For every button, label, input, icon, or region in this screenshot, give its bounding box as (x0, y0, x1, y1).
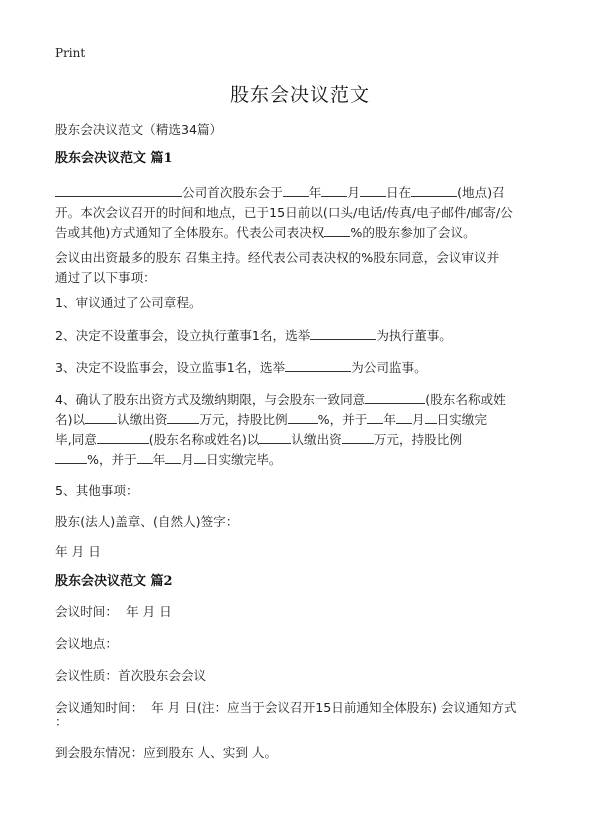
text-run: 为执行董事。 (376, 328, 452, 343)
section-1-paragraph-1-line-1 (55, 182, 555, 203)
text-run: 年 (383, 412, 396, 427)
text-run: %，并于 (87, 452, 137, 467)
blank-field (411, 184, 457, 197)
blank-field (321, 184, 347, 197)
signature-line: 股东(法人)盖章、(自然人)签字： (55, 514, 239, 529)
text-run: (股东名称或姓 (425, 392, 506, 407)
section-1-item-4-line-2 (55, 409, 555, 430)
meeting-nature: 会议性质：首次股东会会议 (55, 668, 207, 683)
blank-field (85, 411, 117, 424)
text-run: 万元，持股比例 (199, 412, 288, 427)
notice-time-line-2: ： (55, 714, 68, 729)
blank-field (194, 451, 206, 464)
section-2-heading: 股东会决议范文 篇2 (55, 574, 173, 589)
blank-field (342, 431, 374, 444)
blank-field (285, 359, 351, 372)
section-1-paragraph-1-line-2: 开。本次会议召开的时间和地点，已于15日前以(口头/电话/传真/电子邮件/邮寄/公 (55, 205, 513, 220)
text-run: 公司首次股东会于 (182, 185, 283, 200)
text-run: 2、决定不设董事会，设立执行董事1名，选举 (55, 328, 311, 343)
meeting-time: 会议时间： 年 月 日 (55, 604, 172, 619)
blank-field (365, 391, 425, 404)
section-1-item-4-line-4 (55, 449, 555, 470)
section-1-item-2 (55, 325, 555, 346)
text-run: 月 (411, 412, 425, 427)
blank-field (55, 451, 87, 464)
text-run: 日在 (385, 185, 412, 200)
text-run: 认缴出资 (291, 432, 342, 447)
text-run: 为公司监事。 (351, 360, 427, 375)
text-run: 年 (152, 452, 166, 467)
blank-field (137, 451, 153, 464)
text-run: 月 (347, 185, 360, 200)
text-run: 认缴出资 (117, 412, 168, 427)
text-run: (股东名称或姓名)以 (148, 432, 260, 447)
notice-time-line-1: 会议通知时间： 年 月 日(注：应当于会议召开15日前通知全体股东) 会议通知方式 (55, 700, 517, 715)
section-1-paragraph-2-line-2: 通过了以下事项： (55, 270, 156, 285)
text-run: 毕,同意 (55, 432, 97, 447)
text-run: 月 (181, 452, 194, 467)
blank-field (367, 411, 383, 424)
blank-field (425, 411, 437, 424)
text-run: 万元，持股比例 (373, 432, 462, 447)
meeting-place: 会议地点： (55, 636, 118, 651)
section-1-item-5: 5、其他事项： (55, 483, 139, 498)
text-run: 告或其他)方式通知了全体股东。代表公司表决权 (55, 225, 325, 240)
blank-field (259, 431, 291, 444)
print-label[interactable]: Print (55, 46, 86, 60)
document-subtitle: 股东会决议范文（精选34篇） (55, 122, 223, 137)
blank-field (288, 411, 318, 424)
blank-field (167, 411, 199, 424)
blank-field (165, 451, 181, 464)
section-1-paragraph-1-line-3 (55, 222, 555, 243)
text-run: %，并于 (317, 412, 368, 427)
blank-field (360, 184, 386, 197)
section-1-item-3 (55, 357, 555, 378)
text-run: 4、确认了股东出资方式及缴纳期限，与会股东一致同意 (55, 392, 366, 407)
section-1-item-1: 1、审议通过了公司章程。 (55, 295, 202, 310)
blank-field (97, 431, 149, 444)
blank-field (396, 411, 412, 424)
blank-field (310, 327, 376, 340)
blank-field (283, 184, 309, 197)
text-run: 名)以 (55, 412, 86, 427)
section-1-paragraph-2-line-1: 会议由出资最多的股东 召集主持。经代表公司表决权的%股东同意，会议审议并 (55, 250, 500, 265)
text-run: 3、决定不设监事会，设立监事1名，选举 (55, 360, 286, 375)
date-line: 年 月 日 (55, 544, 101, 559)
text-run: 日实缴完 (436, 412, 487, 427)
document-title: 股东会决议范文 (229, 84, 370, 106)
text-run: %的股东参加了会议。 (350, 225, 476, 240)
section-1-heading: 股东会决议范文 篇1 (55, 151, 173, 166)
section-1-item-4-line-3 (55, 429, 555, 450)
text-run: 年 (308, 185, 322, 200)
section-1-item-4-line-1 (55, 389, 555, 410)
blank-field (324, 224, 350, 237)
attendance: 到会股东情况：应到股东 人、实到 人。 (55, 745, 278, 760)
text-run: 日实缴完毕。 (205, 452, 282, 467)
text-run: (地点)召 (457, 185, 505, 200)
blank-field (55, 184, 182, 197)
